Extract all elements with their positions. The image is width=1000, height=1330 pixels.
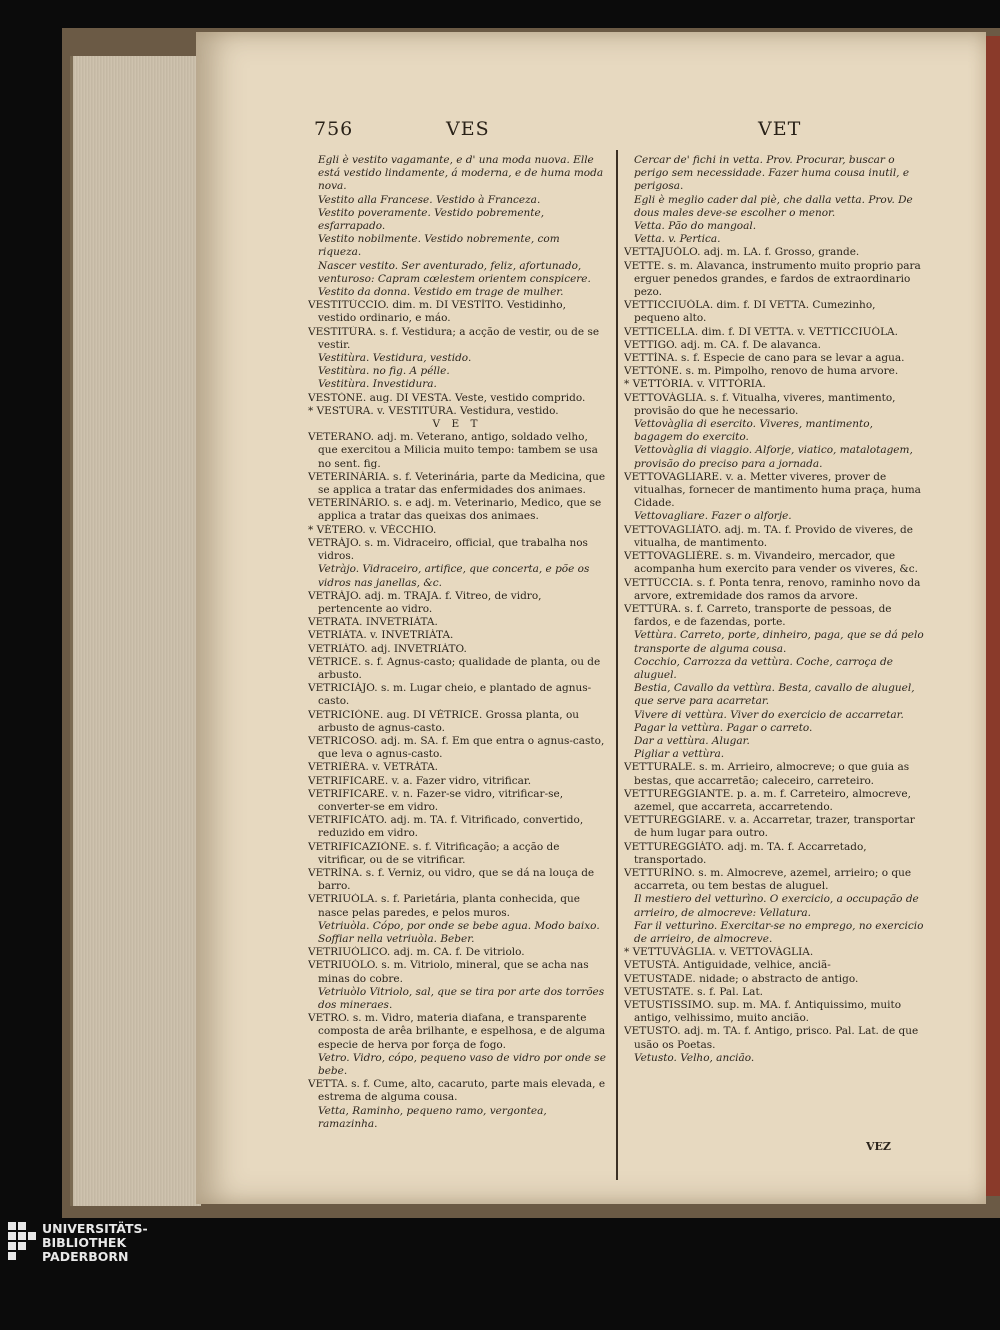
dictionary-entry: VESTITÙRA. s. f. Vestidura; a acção de vestir, ou de se vestir. bbox=[308, 325, 600, 351]
dictionary-entry: VETRÀJO. adj. m. TRAJA. f. Vitreo, de vidro, pertencente ao vidro. bbox=[308, 589, 542, 615]
sub-entry: Il mestiero del vetturìno. O exercicio, a occupação de arrieiro, de almocreve: Vellatura. bbox=[634, 893, 919, 919]
column-rule bbox=[616, 150, 618, 1180]
dictionary-entry: VETRIUÒLO. s. m. Vitriolo, mineral, que se acha nas minas do cobre. bbox=[308, 959, 589, 985]
dictionary-entry: VETTÌNA. s. f. Especie de cano para se levar a agua. bbox=[624, 352, 905, 365]
sub-entry: Vetro. Vidro, cópo, pequeno vaso de vidro por onde se bebe. bbox=[318, 1051, 606, 1078]
sub-entry: Vetusto. Velho, ancião. bbox=[634, 1051, 755, 1064]
library-name-line3: PADERBORN bbox=[42, 1249, 129, 1264]
dictionary-entry: VETUSTO. adj. m. TA. f. Antigo, prisco. Pal. Lat. de que usão os Poetas. bbox=[624, 1025, 919, 1051]
dictionary-entry: VETRIUÒLA. s. f. Parietária, planta conhecida, que nasce pelas paredes, e pelos muros. bbox=[308, 893, 580, 919]
sub-entry: Pagar la vettùra. Pagar o carreto. bbox=[634, 721, 813, 734]
dictionary-entry: VETUSTATE. s. f. Pal. Lat. bbox=[624, 985, 764, 998]
dictionary-entry: VETTUREGGIARE. v. a. Accarretar, trazer, transportar de hum lugar para outro. bbox=[624, 814, 915, 840]
dictionary-entry: VETRIÀTO. adj. INVETRIÀTO. bbox=[308, 642, 467, 655]
dictionary-entry: VETTOVAGLIÀTO. adj. m. TA. f. Provido de viveres, de vitualha, de mantimento. bbox=[624, 523, 913, 549]
catchword: VEZ bbox=[866, 1140, 891, 1153]
dictionary-entry: VETTOVAGLIARE. v. a. Metter viveres, prover de vitualhas, fornecer de mantimento huma praça, huma Cidade. bbox=[624, 470, 921, 510]
section-heading: V E T bbox=[432, 418, 482, 431]
dictionary-entry: VETERINÀRIA. s. f. Veterinária, parte da Medicina, que se applica a tratar das enfermidades dos animaes. bbox=[308, 470, 606, 497]
dictionary-entry: VETRIFICAZIÒNE. s. f. Vitrificação; a acção de vitrificar, ou de se vitrificar. bbox=[308, 840, 560, 866]
dictionary-entry: VETRICOSO. adj. m. SA. f. Em que entra o agnus-casto, que leva o agnus-casto. bbox=[308, 734, 605, 761]
dictionary-entry: VETTOVAGLIÈRE. s. m. Vivandeiro, mercador, que acompanha hum exercito para vender os viveres, &c. bbox=[624, 550, 918, 576]
left-column bbox=[308, 154, 606, 1131]
dictionary-entry: VETTA. s. f. Cume, alto, cacaruto, parte mais elevada, e estrema de alguma cousa. bbox=[308, 1078, 606, 1104]
page-number: 756 bbox=[314, 118, 354, 140]
dictionary-entry: VETTÙRA. s. f. Carreto, transporte de pessoas, de fardos, e de fazendas, porte. bbox=[624, 602, 892, 629]
sub-entry: Vetriuòlo Vitriolo, sal, que se tira por arte dos torrões dos mineraes. bbox=[318, 985, 605, 1011]
sub-entry: Vestitùra. Investidura. bbox=[318, 378, 437, 391]
sub-entry: Nascer vestito. Ser aventurado, feliz, afortunado, venturoso: Capram cœlestem orientem conspicere. bbox=[318, 259, 591, 285]
dictionary-entry: VETTÙCCIA. s. f. Ponta tenra, renovo, raminho novo da arvore, extremidade dos ramos da arvore. bbox=[624, 576, 921, 602]
sub-entry: Vettovagliare. Fazer o alforje. bbox=[634, 510, 792, 523]
dictionary-entry: VETRIÈRA. v. VETRÀTA. bbox=[308, 761, 439, 774]
dictionary-entry: VETTIGO. adj. m. CA. f. De alavanca. bbox=[624, 338, 821, 351]
dictionary-entry: VETTURALE. s. m. Arrieiro, almocreve; o que guia as bestas, que accarretão; caleceiro, carreteiro. bbox=[624, 761, 910, 787]
dictionary-entry: VETTICELLA. dim. f. DI VETTA. v. VETTICCIUÒLA. bbox=[624, 325, 898, 338]
dictionary-entry: VETTURÌNO. s. m. Almocreve, azemel, arrieiro; o que accarreta, ou tem bestas de aluguel. bbox=[624, 866, 912, 893]
sub-entry: Vestitùra. Vestidura, vestido. bbox=[318, 352, 472, 365]
sub-entry: Far il vetturìno. Exercitar-se no emprego, no exercicio de arrieiro, de almocreve. bbox=[634, 919, 924, 945]
dictionary-entry: VETRATA. INVETRIÀTA. bbox=[308, 616, 438, 629]
sub-entry: Vetta. v. Pertica. bbox=[634, 233, 721, 246]
dictionary-entry: VETRIFICARE. v. n. Fazer-se vidro, vitrificar-se, converter-se em vidro. bbox=[308, 787, 564, 813]
sub-entry: Vettùra. Carreto, porte, dinheiro, paga, que se dá pelo transporte de alguma cousa. bbox=[634, 629, 924, 655]
dictionary-entry: VETERINÀRIO. s. e adj. m. Veterinario, Medico, que se applica a tratar das queixas dos animaes. bbox=[308, 497, 602, 523]
dictionary-entry: VETTUREGGIÀTO. adj. m. TA. f. Accarretado, transportado. bbox=[624, 840, 867, 866]
dictionary-entry: VÈTRICE. s. f. Agnus-casto; qualidade de planta, ou de arbusto. bbox=[308, 655, 601, 681]
sub-entry: Vestito nobilmente. Vestido nobremente, com riqueza. bbox=[318, 233, 560, 259]
dictionary-entry: VETRÌNA. s. f. Verniz, ou vidro, que se dá na louça de barro. bbox=[308, 866, 595, 893]
dictionary-entry: VETRO. s. m. Vidro, materia diafana, e transparente composta de arêa brilhante, e espelhosa, e de alguma especie de herva por força de fogo. bbox=[308, 1012, 606, 1051]
dictionary-entry: VETTÒNE. s. m. Pimpolho, renovo de huma arvore. bbox=[624, 365, 899, 378]
dictionary-entry: VETTE. s. m. Alavanca, instrumento muito proprio para erguer penedos grandes, e fardos de extraordinario pezo. bbox=[624, 259, 921, 299]
dictionary-entry: VESTITÙCCIO. dim. m. DI VESTÌTO. Vestidinho, vestido ordinario, e máo. bbox=[308, 299, 566, 325]
sub-entry: Vestito poveramente. Vestido pobremente, esfarrapado. bbox=[318, 206, 545, 233]
right-column bbox=[624, 154, 924, 1065]
dictionary-entry: VETRIUÒLICO. adj. m. CA. f. De vitriolo. bbox=[308, 946, 525, 959]
sub-entry: Vetta. Pão do mangoal. bbox=[634, 220, 757, 233]
sub-entry: Egli è vestito vagamante, e d' una moda nuova. Elle está vestido lindamente, á moderna, e de huma moda nova. bbox=[318, 154, 604, 193]
sub-entry: Egli è meglio cader dal piè, che dalla vetta. Prov. De dous males deve-se escolher o menor. bbox=[634, 193, 913, 219]
dictionary-entry: VETRÀJO. s. m. Vidraceiro, official, que trabalha nos vidros. bbox=[308, 536, 588, 563]
dictionary-entry: VETRICIÀJO. s. m. Lugar cheio, e plantado de agnus-casto. bbox=[308, 682, 592, 708]
dictionary-entry: VETERANO. adj. m. Veterano, antigo, soldado velho, que exercitou a Milicia muito tempo: tambem se usa no sent. fig. bbox=[308, 431, 598, 470]
facing-page-edge bbox=[986, 36, 1000, 1196]
dictionary-page bbox=[196, 32, 986, 1204]
dictionary-entry: * VETTUVÀGLIA. v. VETTOVÀGLIA. bbox=[624, 946, 814, 959]
library-name bbox=[42, 1222, 148, 1264]
sub-entry: Bestia, Cavallo da vettùra. Besta, cavallo de aluguel, que serve para acarretar. bbox=[634, 682, 915, 708]
sub-entry: Cercar de' fichi in vetta. Prov. Procurar, buscar o perigo sem necessidade. Fazer huma cousa inutil, e perigosa. bbox=[634, 154, 910, 193]
page-block-edge bbox=[70, 56, 201, 1206]
dictionary-entry: VETTOVÀGLIA. s. f. Vitualha, viveres, mantimento, provisão do que he necessario. bbox=[624, 391, 896, 417]
sub-entry: Vettovàglia di esercito. Viveres, mantimento, bagagem do exercito. bbox=[634, 418, 873, 444]
sub-entry: Cocchio, Carrozza da vettùra. Coche, carroça de aluguel. bbox=[634, 655, 893, 681]
dictionary-entry: VETRIFICÀTO. adj. m. TA. f. Vitrificado, convertido, reduzido em vidro. bbox=[308, 814, 584, 840]
dictionary-entry: VESTÒNE. aug. DI VESTA. Veste, vestido comprido. bbox=[308, 391, 586, 404]
sub-entry: Vestito alla Francese. Vestido à Franceza. bbox=[318, 193, 541, 206]
sub-entry: Vivere di vettùra. Viver do exercicio de accarretar. bbox=[634, 708, 904, 721]
dictionary-entry: VETTUREGGIANTE. p. a. m. f. Carreteiro, almocreve, azemel, que accarreta, accarretendo. bbox=[624, 787, 911, 813]
sub-entry: Pigliar a vettùra. bbox=[634, 748, 725, 761]
dictionary-entry: * VÈTERO. v. VÈCCHIO. bbox=[308, 523, 437, 536]
dictionary-entry: VETRIFICARE. v. a. Fazer vidro, vitrificar. bbox=[308, 774, 532, 787]
dictionary-entry: VETRICIÒNE. aug. DI VÈTRICE. Grossa planta, ou arbusto de agnus-casto. bbox=[308, 708, 580, 734]
sub-entry: Vetràjo. Vidraceiro, artifice, que concerta, e põe os vidros nas janellas, &c. bbox=[318, 563, 590, 589]
sub-entry: Dar a vettùra. Alugar. bbox=[634, 734, 750, 747]
sub-entry: Vetriuòla. Cópo, por onde se bebe agua. Modo baixo. bbox=[318, 919, 600, 932]
dictionary-entry: VETRIÀTA. v. INVETRIÀTA. bbox=[308, 629, 454, 642]
dictionary-entry: VETUSTADE. nidade; o abstracto de antigo. bbox=[624, 972, 859, 985]
dictionary-entry: VETTICCIUÒLA. dim. f. DI VETTA. Cumezinho, pequeno alto. bbox=[624, 299, 876, 325]
dictionary-entry: * VESTÙRA. v. VESTITÙRA. Vestidura, vestido. bbox=[308, 404, 559, 417]
sub-entry: Vettovàglia di viaggio. Alforje, viatico, matalotagem, provisão do preciso para a jornada. bbox=[634, 444, 913, 470]
header-left: VES bbox=[446, 118, 490, 140]
library-name-line1: UNIVERSITÄTS- bbox=[42, 1221, 148, 1236]
header-right: VET bbox=[758, 118, 802, 140]
library-logo-icon bbox=[8, 1222, 36, 1278]
dictionary-entry: * VETTÒRIA. v. VITTÒRIA. bbox=[624, 378, 766, 391]
dictionary-entry: VETUSTISSIMO. sup. m. MA. f. Antiquissimo, muito antigo, velhissimo, muito ancião. bbox=[624, 999, 902, 1025]
sub-entry: Vetta, Raminho, pequeno ramo, vergontea, ramazinha. bbox=[318, 1104, 547, 1130]
dictionary-entry: VETUSTÀ. Antiguidade, velhice, anciã- bbox=[624, 959, 831, 972]
sub-entry: Soffiar nella vetriuòla. Beber. bbox=[318, 932, 475, 945]
sub-entry: Vestitùra. no fig. A pélle. bbox=[318, 365, 450, 378]
library-name-line2: BIBLIOTHEK bbox=[42, 1235, 127, 1250]
dictionary-entry: VETTAJUÒLO. adj. m. LA. f. Grosso, grande. bbox=[624, 246, 860, 259]
sub-entry: Vestito da donna. Vestido em trage de mulher. bbox=[318, 286, 564, 299]
library-logo bbox=[8, 1222, 178, 1282]
